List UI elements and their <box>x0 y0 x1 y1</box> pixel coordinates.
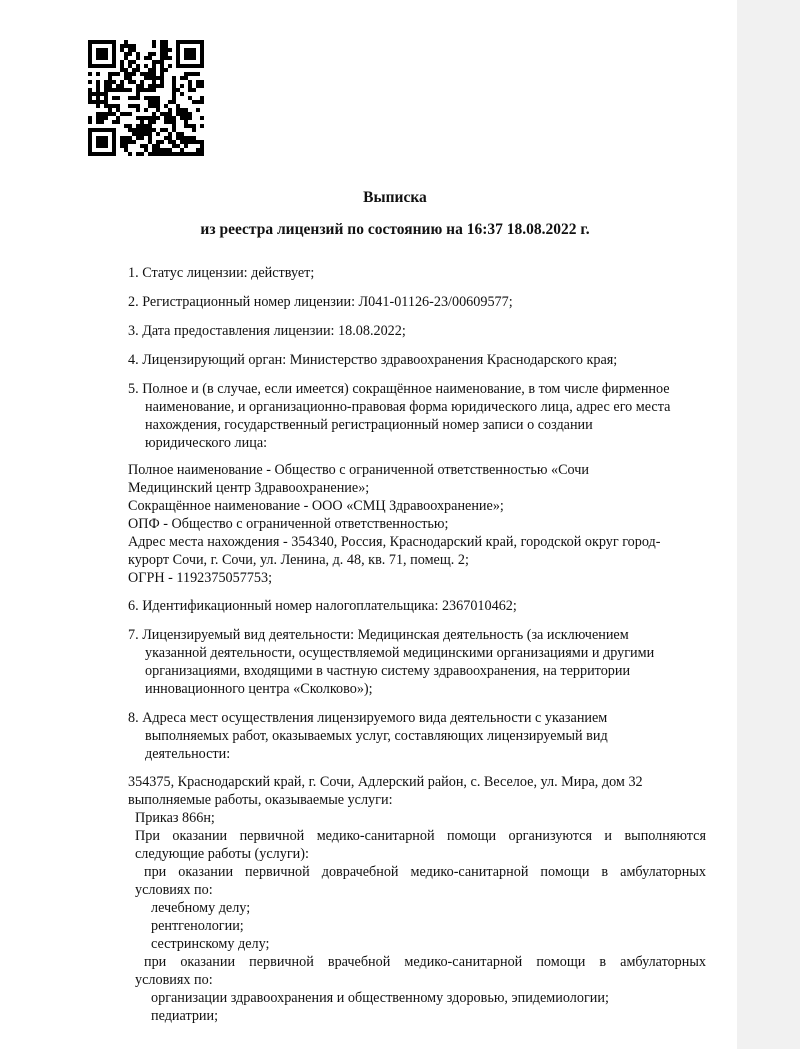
org-legal-form: ОПФ - Общество с ограниченной ответственностью; <box>128 516 449 532</box>
license-status: 1. Статус лицензии: действует; <box>128 265 315 281</box>
services-intro-1: При оказании первичной медико-санитарной помощи организуются и выполняются <box>135 828 706 844</box>
document-title: Выписка <box>363 189 427 206</box>
item-5-line-2: наименование, и организационно-правовая форма юридического лица, адрес его места <box>145 399 671 415</box>
tax-id: 6. Идентификационный номер налогоплательщика: 2367010462; <box>128 598 517 614</box>
works-label: выполняемые работы, оказываемые услуги: <box>128 792 393 808</box>
order-reference: Приказ 866н; <box>135 810 215 826</box>
item-8-line-2: выполняемых работ, оказываемых услуг, составляющих лицензируемый вид <box>145 728 608 744</box>
qr-code <box>88 40 204 156</box>
org-ogrn: ОГРН - 1192375057753; <box>128 570 273 586</box>
item-5-line-4: юридического лица: <box>145 435 268 451</box>
service-item: рентгенологии; <box>151 918 244 934</box>
org-address-2: курорт Сочи, г. Сочи, ул. Ленина, д. 48, кв. 71, помещ. 2; <box>128 552 469 568</box>
service-item: педиатрии; <box>151 1008 219 1024</box>
prehospital-care-2: условиях по: <box>135 882 213 898</box>
org-address-1: Адрес места нахождения - 354340, Россия, Краснодарский край, городской округ город- <box>128 534 661 550</box>
license-number: 2. Регистрационный номер лицензии: Л041-01126-23/00609577; <box>128 294 513 310</box>
physician-care-2: условиях по: <box>135 972 213 988</box>
item-7-line-4: инновационного центра «Сколково»); <box>145 681 373 697</box>
services-intro-2: следующие работы (услуги): <box>135 846 309 862</box>
service-item: сестринскому делу; <box>151 936 270 952</box>
item-7-line-1: 7. Лицензируемый вид деятельности: Медицинская деятельность (за исключением <box>128 627 629 643</box>
item-7-line-2: указанной деятельности, осуществляемой медицинскими организациями и другими <box>145 645 655 661</box>
item-8-line-3: деятельности: <box>145 746 231 762</box>
prehospital-care-1: при оказании первичной доврачебной медико-санитарной помощи в амбулаторных <box>144 864 706 880</box>
document-subtitle: из реестра лицензий по состоянию на 16:37 18.08.2022 г. <box>200 221 590 238</box>
item-7-line-3: организациями, входящими в частную систему здравоохранения, на территории <box>145 663 631 679</box>
item-8-line-1: 8. Адреса мест осуществления лицензируемого вида деятельности с указанием <box>128 710 608 726</box>
org-full-name-2: Медицинский центр Здравоохранение»; <box>128 480 370 496</box>
org-full-name-1: Полное наименование - Общество с ограниченной ответственностью «Сочи <box>128 462 590 478</box>
activity-address: 354375, Краснодарский край, г. Сочи, Адлерский район, с. Веселое, ул. Мира, дом 32 <box>128 774 643 790</box>
item-5-line-1: 5. Полное и (в случае, если имеется) сокращённое наименование, в том числе фирменное <box>128 381 670 397</box>
physician-care-1: при оказании первичной врачебной медико-санитарной помощи в амбулаторных <box>144 954 706 970</box>
item-5-line-3: нахождения, государственный регистрационный номер записи о создании <box>145 417 593 433</box>
org-short-name: Сокращённое наименование - ООО «СМЦ Здравоохранение»; <box>128 498 504 514</box>
service-item: лечебному делу; <box>151 900 251 916</box>
service-item: организации здравоохранения и общественному здоровью, эпидемиологии; <box>151 990 609 1006</box>
license-date: 3. Дата предоставления лицензии: 18.08.2022; <box>128 323 406 339</box>
licensing-authority: 4. Лицензирующий орган: Министерство здравоохранения Краснодарского края; <box>128 352 618 368</box>
